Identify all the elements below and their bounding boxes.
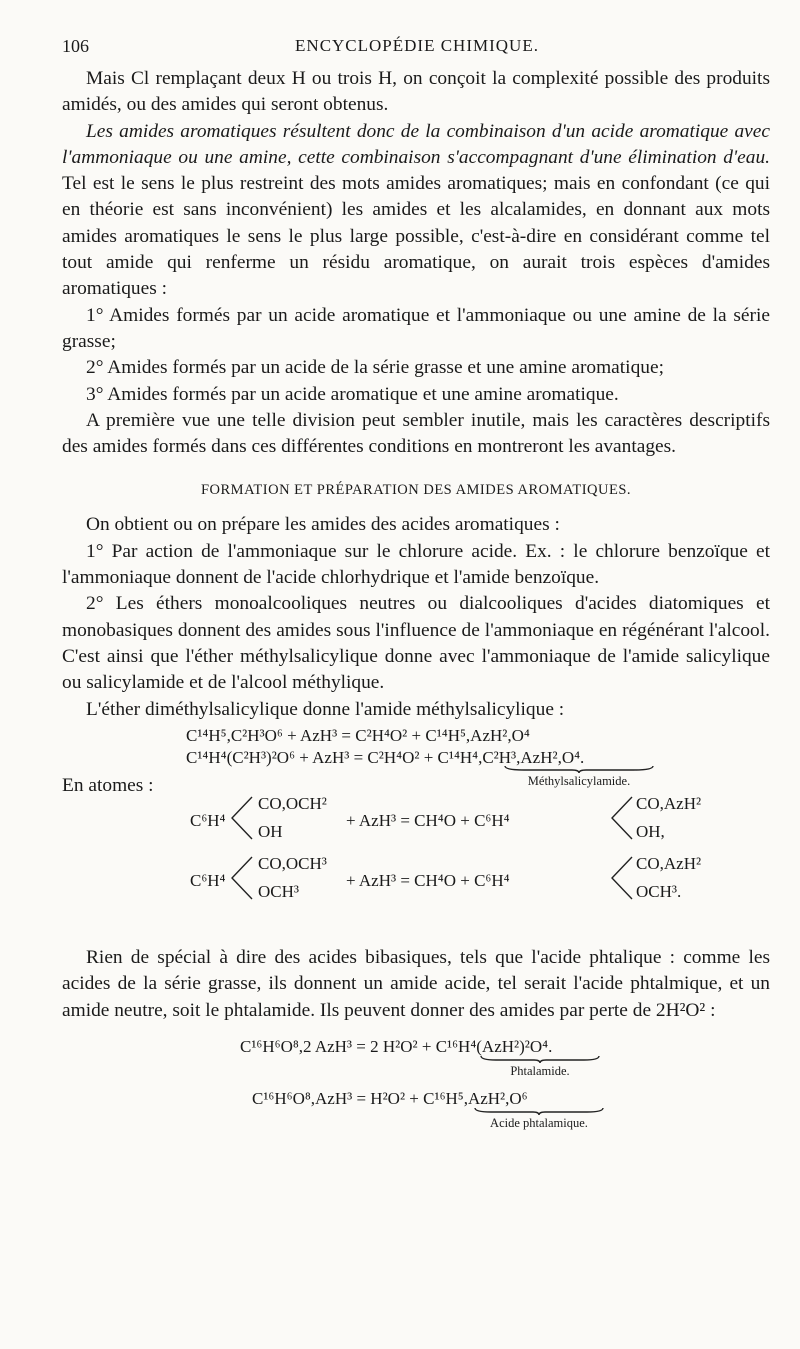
list-item-1: 1° Amides formés par un acide aromatique et l'ammoniaque ou une amine de la série grasse; [62,304,770,352]
atom1-middle: + AzH³ = CH⁴O + C⁶H⁴ [346,811,510,831]
atom1-left-top: CO,OCH² [258,794,327,814]
equation-4: C¹⁶H⁶O⁸,AzH³ = H²O² + C¹⁶H⁵,AzH²,O⁶ [252,1089,528,1109]
atomic-equation-2 [62,849,770,909]
paragraph-bibasic: Rien de spécial à dire des acides bibasiques, tels que l'acide phtalique : comme les acides de la série grasse, ils donnent un amide acide, tel serait l'acide phtalmique, et un amide neutre, soit le phtalamide. Ils peuvent donner des amides par perte de 2H²O² : [62,947,770,1021]
atom2-left-top: CO,OCH³ [258,854,327,874]
bond-fork-icon [230,855,254,901]
atom2-middle: + AzH³ = CH⁴O + C⁶H⁴ [346,871,510,891]
equation-2: C¹⁴H⁴(C²H³)²O⁶ + AzH³ = C²H⁴O² + C¹⁴H⁴,C²H³,AzH²,O⁴. [186,747,585,767]
atom2-right-bottom: OCH³. [636,882,682,902]
running-title: ENCYCLOPÉDIE CHIMIQUE. [295,36,539,55]
bond-fork-icon [610,855,634,901]
paragraph-definition [62,119,770,303]
paragraph-intro: Mais Cl remplaçant deux H ou trois H, on conçoit la complexité possible des produits amidés, ou des amides qui seront obtenus. [62,68,770,116]
bond-fork-icon [230,795,254,841]
paragraph-obtain: On obtient ou on prépare les amides des acides aromatiques : [86,514,560,536]
paragraph-dimethyl: L'éther diméthylsalicylique donne l'amide méthylsalicylique : [86,698,565,720]
definition-italic: Les amides aromatiques résultent donc de la combinaison d'un acide aromatique avec l'ammoniaque ou une amine, cette combinaison s'accompagnant d'une élimination d'eau. [62,120,770,168]
page-header [62,36,772,64]
brace-phtalamide [480,1055,600,1079]
definition-rest: Tel est le sens le plus restreint des mots amides aromatiques; mais en confondant (ce qui en théorie est sans inconvénient) les amides et les alcalamides, en donnant aux mots amides aromatiques le sens le plus large possible, c'est-à-dire en considérant comme tel tout amide qui renferme un résidu aromatique, on aurait trois espèces d'amides aromatiques : [62,173,770,300]
en-atomes-label: En atomes : [62,774,154,796]
atomic-equation-1 [62,789,770,849]
list-item-3: 3° Amides formés par un acide aromatique et une amine aromatique. [86,383,619,405]
page-body [62,66,770,1134]
underbrace-icon [480,1055,600,1063]
underbrace-icon [474,1107,604,1115]
brace-acide-phtalamique [474,1107,604,1131]
equation-3: C¹⁶H⁶O⁸,2 AzH³ = 2 H²O² + C¹⁶H⁴(AzH²)²O⁴. [240,1037,553,1057]
list-item-2: 2° Amides formés par un acide de la série grasse et une amine aromatique; [86,357,664,379]
section-title: FORMATION ET PRÉPARATION DES AMIDES AROMATIQUES. [200,482,632,499]
atomic-equations [62,794,770,949]
underbrace-icon [504,765,654,773]
paragraph-method-1: 1° Par action de l'ammoniaque sur le chlorure acide. Ex. : le chlorure benzoïque et l'ammoniaque donnent de l'acide chlorhydrique et l'amide benzoïque. [62,540,770,589]
atom1-left-base: C⁶H⁴ [190,811,226,831]
label-phtalamide: Phtalamide. [510,1064,570,1079]
atom1-left-bottom: OH [258,822,283,842]
atom2-left-bottom: OCH³ [258,882,299,902]
paragraph-division: A première vue une telle division peut sembler inutile, mais les caractères descriptifs des amides formés dans ces différentes conditions en montreront les avantages. [62,409,770,458]
page-number: 106 [62,36,89,56]
atom2-left-base: C⁶H⁴ [190,871,226,891]
bond-fork-icon [610,795,634,841]
atom2-right-top: CO,AzH² [636,854,702,874]
atom1-right-top: CO,AzH² [636,794,702,814]
paragraph-method-2: 2° Les éthers monoalcooliques neutres ou dialcooliques d'acides diatomiques et monobasiques donnent des amides sous l'influence de l'ammoniaque en régénérant l'alcool. C'est ainsi que l'éther méthylsalicylique donne avec l'ammoniaque de l'amide salicylique ou salicylamide et de l'alcool méthylique. [62,593,770,694]
equation-1: C¹⁴H⁵,C²H³O⁶ + AzH³ = C²H⁴O² + C¹⁴H⁵,AzH²,O⁴ [186,725,530,745]
label-methylsalicylamide: Méthylsalicylamide. [527,773,631,788]
label-acide-phtalamique: Acide phtalamique. [490,1116,588,1131]
atom1-right-bottom: OH, [636,822,665,842]
brace-methylsalicylamide [504,765,654,789]
equations-phtalic [62,1036,770,1134]
